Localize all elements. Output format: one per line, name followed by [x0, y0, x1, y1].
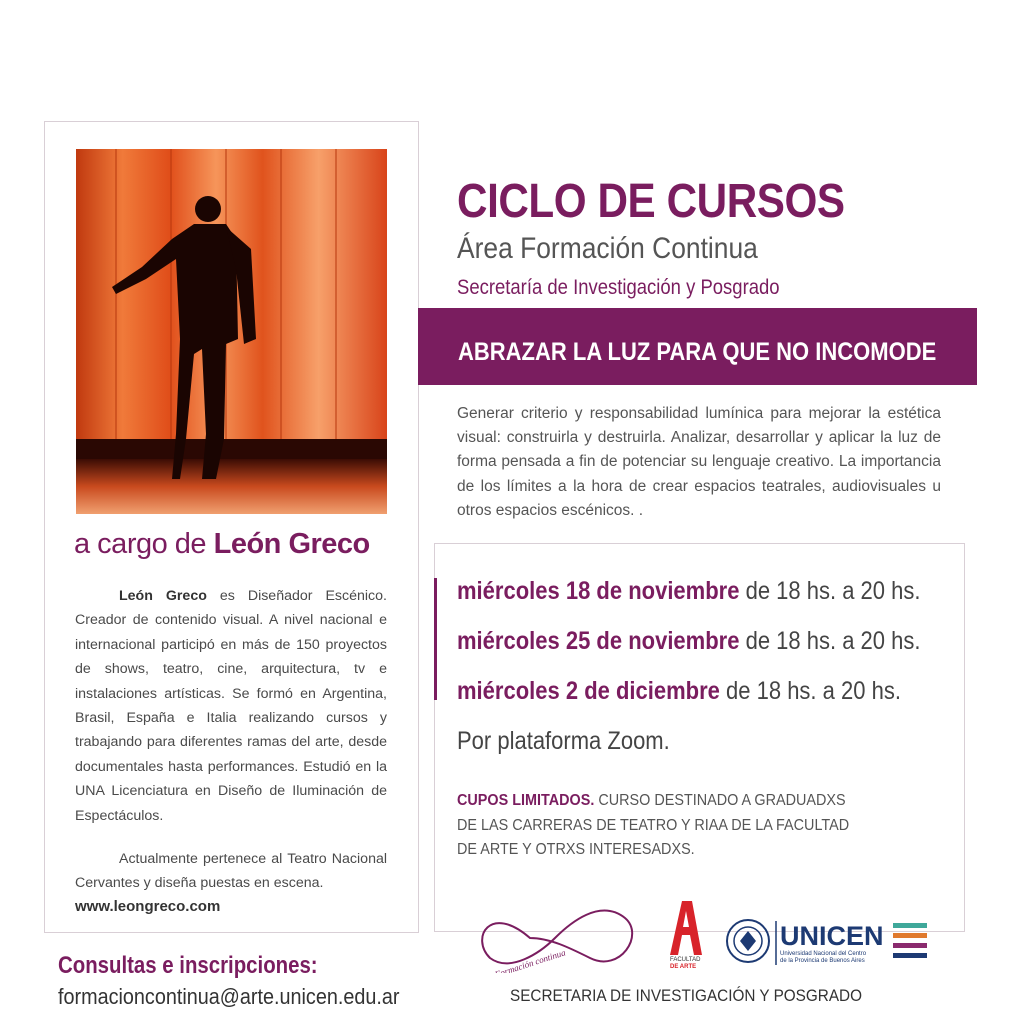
contact-label: Consultas e inscripciones: — [58, 952, 318, 979]
footer-secretaria: SECRETARIA DE INVESTIGACIÓN Y POSGRADO — [510, 986, 862, 1005]
page-title: CICLO DE CURSOS — [457, 175, 845, 228]
schedule-date: miércoles 18 de noviembre de 18 hs. a 20 hs. — [457, 577, 921, 605]
logos-row — [470, 893, 940, 973]
unicen-stripes-icon — [893, 923, 927, 958]
schedule-accent-bar — [434, 578, 437, 700]
cupos-notice: CUPOS LIMITADOS. CURSO DESTINADO A GRADUADXS DE LAS CARRERAS DE TEATRO Y RIAA DE LA FACULTAD DE ARTE Y OTRXS INTERESADXS. — [457, 792, 850, 858]
svg-text:Formación continua: Formación continua — [493, 947, 567, 973]
page-subtitle: Área Formación Continua — [457, 232, 758, 265]
contact-email[interactable]: formacioncontinua@arte.unicen.edu.ar — [58, 984, 400, 1009]
presenter-heading: a cargo de León Greco — [74, 528, 370, 560]
facultad-arte-logo — [670, 901, 702, 970]
unicen-logo — [780, 921, 884, 964]
formacion-continua-logo — [482, 911, 632, 973]
svg-text:UNICEN: UNICEN — [780, 921, 884, 951]
secretaria-label: Secretaría de Investigación y Posgrado — [457, 276, 780, 299]
schedule-date: miércoles 2 de diciembre de 18 hs. a 20 hs. — [457, 677, 901, 705]
bio-current: Actualmente pertenece al Teatro Nacional Cervantes y diseña puestas en escena. — [75, 851, 387, 892]
course-title-banner — [418, 308, 977, 385]
svg-text:Universidad Nacional del Centr: Universidad Nacional del Centro — [780, 951, 867, 957]
course-description: Generar criterio y responsabilidad lumínica para mejorar la estética visual: construirla y destruirla. Analizar, desarrollar y aplicar la luz de forma pensada a fin de potenciar su lenguaje creativo. La importancia de los límites a la hora de crear espacios teatrales, audiovisuales u otros espacios escénicos. . — [457, 405, 941, 519]
bio-text: es Diseñador Escénico. Creador de contenido visual. A nivel nacional e internacional participó en más de 150 proyectos de shows, teatro, cine, arquitectura, tv e instalaciones artísticas. Se formó en Argentina, Brasil, España e Italia realizando cursos y trabajando para diferentes ramas del arte, desde documentales hasta performances. Estudió en la UNA Licenciatura en Diseño de Iluminación de Espectáculos. — [75, 588, 387, 824]
svg-text:de la Provincia de Buenos Aire: de la Provincia de Buenos Aires — [780, 958, 865, 964]
unicen-seal-icon — [727, 920, 769, 962]
bio-name: León Greco — [119, 588, 207, 604]
svg-text:DE ARTE: DE ARTE — [670, 964, 697, 970]
website-link[interactable]: www.leongreco.com — [75, 898, 221, 915]
schedule-date: miércoles 25 de noviembre de 18 hs. a 20 hs. — [457, 627, 921, 655]
platform-label: Por plataforma Zoom. — [457, 727, 670, 755]
svg-text:FACULTAD: FACULTAD — [670, 957, 701, 963]
presenter-bio — [75, 584, 387, 828]
presenter-photo — [76, 149, 387, 514]
course-title: ABRAZAR LA LUZ PARA QUE NO INCOMODE — [458, 338, 937, 366]
